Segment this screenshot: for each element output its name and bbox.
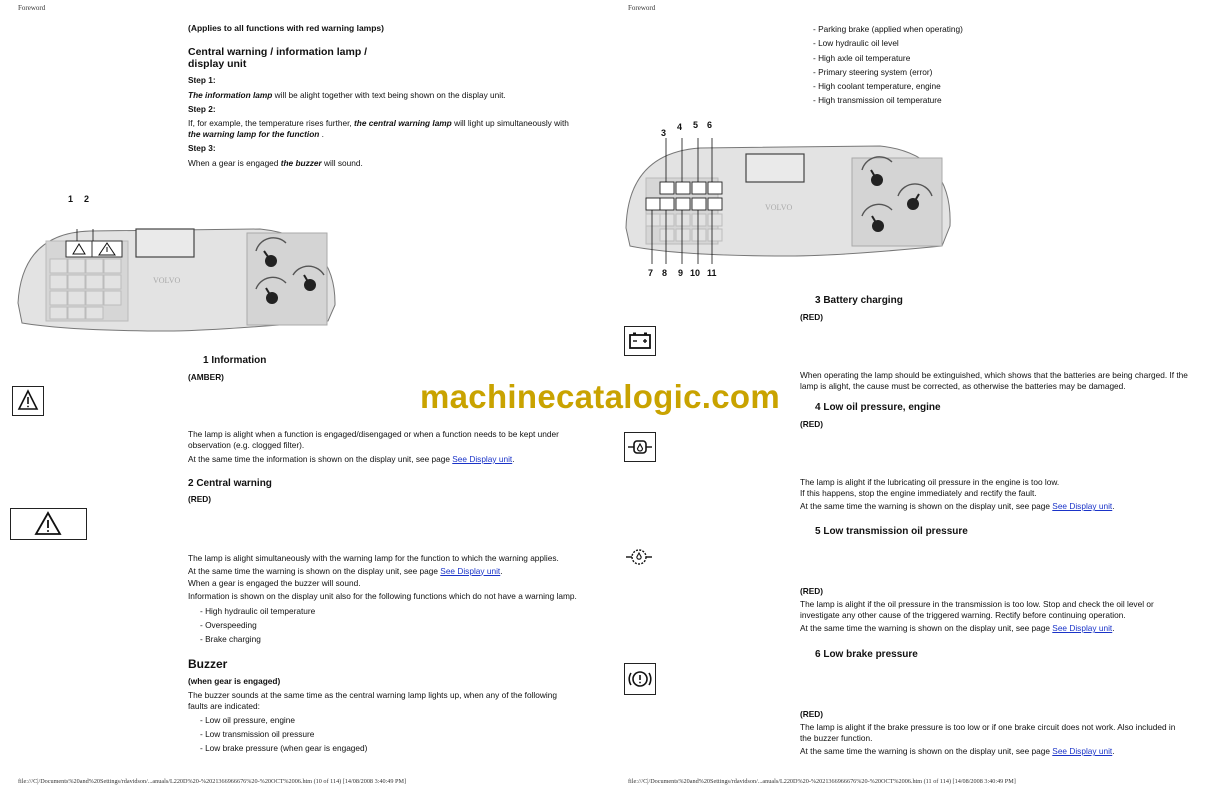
callout-11: 11 [707,268,717,278]
volvo-logo: VOLVO [765,203,793,212]
see-display-link[interactable]: See Display unit [1052,746,1113,757]
callout-10: 10 [690,268,701,278]
watermark: machinecatalogic.com [420,378,780,415]
buzzer-heading: Buzzer [188,657,228,671]
oil-heading: 4 Low oil pressure, engine [815,402,941,413]
brake-pressure-icon [624,663,656,695]
list-item: - Low hydraulic oil level [813,38,899,49]
page-footer: file:///C|/Documents%20and%20Settings/rdavidson/...anuals/L220D%20-%2021366966676%20-%20OCT%2006.htm (10 of 114) [14/08/2008 3:40:49 PM] [18,778,407,785]
callout-2: 2 [84,194,90,204]
warn-color: (RED) [188,494,212,504]
info-display-ref: At the same time the information is shown on the display unit, see page See Display unit. [188,454,515,464]
section-title: Central warning / information lamp / display unit [188,46,368,70]
applies-note: (Applies to all functions with red warning lamps) [188,23,384,33]
callout-5: 5 [693,120,699,130]
step2-label: Step 2: [188,104,216,114]
see-display-link[interactable]: See Display unit [1052,623,1113,634]
list-item: - High transmission oil temperature [813,95,942,106]
list-item: - Primary steering system (error) [813,66,933,77]
list-item: - Low oil pressure, engine [200,715,296,725]
buzzer-sub: (when gear is engaged) [188,676,281,686]
info-color: (AMBER) [188,372,224,382]
callout-7: 7 [648,268,654,278]
warn-list [200,606,315,644]
list-item: - Brake charging [200,634,261,644]
list-item: - Overspeeding [200,620,257,630]
list-item: - High coolant temperature, engine [813,81,941,92]
battery-heading: 3 Battery charging [815,295,903,306]
trans-color: (RED) [800,586,824,596]
trans-paragraph: The lamp is alight if the oil pressure in the transmission is too low. Stop and check the oil level or investigate any other cause of the triggered warning. Rectify before continuing operation. At the same time the warning is shown on the display unit, see page See Display unit. [800,599,1154,634]
list-item: - High axle oil temperature [813,52,911,63]
brake-heading: 6 Low brake pressure [815,649,918,660]
step3-label: Step 3: [188,143,216,153]
list-item: - Low brake pressure (when gear is engaged) [200,743,368,753]
callout-8: 8 [662,268,668,278]
step1-text: The information lamp will be alight together with text being shown on the display unit. [188,90,506,100]
brake-color: (RED) [800,709,824,719]
info-paragraph: The lamp is alight when a function is engaged/disengaged or when a function needs to be kept under observation (e.g. clogged filter). [188,429,559,450]
oil-color: (RED) [800,419,824,429]
transmission-oil-icon [624,542,654,572]
list-item: - Parking brake (applied when operating) [813,24,963,34]
information-triangle-icon [12,386,44,416]
battery-color: (RED) [800,312,824,322]
brake-paragraph: The lamp is alight if the brake pressure is too low or if one brake circuit does not work. Also included in the buzzer function. At the same time the warning is shown on the display unit, see page See Display unit. [800,722,1176,757]
list-item: - Low transmission oil pressure [200,729,315,739]
callout-4: 4 [677,122,683,132]
trans-heading: 5 Low transmission oil pressure [815,526,968,537]
page-header: Foreword [18,4,46,12]
buzzer-list [200,715,367,753]
step1-label: Step 1: [188,75,216,85]
dashboard-illustration [620,118,955,278]
callout-1: 1 [68,194,74,204]
battery-paragraph: When operating the lamp should be extinguished, which shows that the batteries are being charged. If the lamp is alight, the cause must be corrected, as otherwise the batteries may be damaged. [800,370,1188,391]
info-heading: 1 Information [203,355,267,366]
callout-9: 9 [678,268,684,278]
oil-paragraph: The lamp is alight if the lubricating oil pressure in the engine is too low. If this happens, stop the engine immediately and rectify the fault. At the same time the warning is shown on the display unit, see page See Display unit. [800,477,1115,512]
warn-paragraph: The lamp is alight simultaneously with the warning lamp for the function to which the warning applies. At the same time the warning is shown on the display unit, see page See Display unit. When a gear is engaged the buzzer will sound. Information is shown on the display unit also for the following functions which do not have a warning lamp. [188,553,577,601]
see-display-link[interactable]: See Display unit [440,565,501,576]
warning-triangle-icon [10,508,87,540]
callout-3: 3 [661,128,667,138]
list-item: - High hydraulic oil temperature [200,606,316,616]
callout-6: 6 [707,120,713,130]
page-footer: file:///C|/Documents%20and%20Settings/rdavidson/...anuals/L220D%20-%2021366966676%20-%20OCT%2006.htm (11 of 114) [14/08/2008 3:40:49 PM] [628,778,1016,785]
page-header: Foreword [628,4,656,12]
step2-text: If, for example, the temperature rises further, the central warning lamp will light up simultaneously with the warning lamp for the function . [188,118,569,139]
warn-heading: 2 Central warning [188,478,272,489]
dashboard-illustration [10,193,340,345]
see-display-link[interactable]: See Display unit [1052,501,1113,512]
buzzer-list-cont [813,24,963,105]
buzzer-paragraph: The buzzer sounds at the same time as the central warning lamp lights up, when any of the following faults are indicated: [188,690,557,711]
step3-text: When a gear is engaged the buzzer will sound. [188,158,363,168]
see-display-link[interactable]: See Display unit [452,454,513,464]
volvo-logo: VOLVO [153,276,181,285]
oil-pressure-icon [624,432,656,462]
battery-icon [624,326,656,356]
